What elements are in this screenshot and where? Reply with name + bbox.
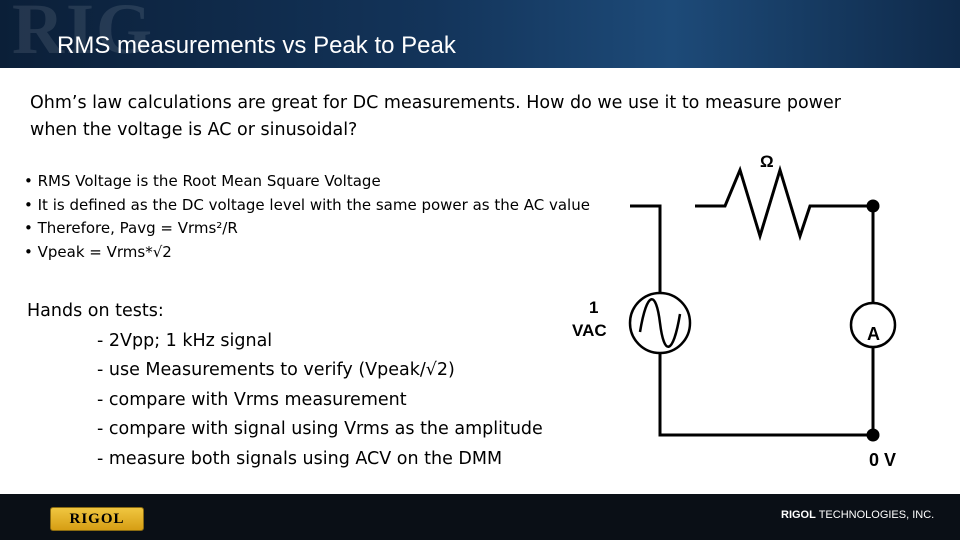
- ground-label: 0 V: [869, 450, 897, 470]
- intro-paragraph: [30, 90, 940, 144]
- title-banner: [0, 0, 960, 68]
- bullet-list: [24, 170, 644, 264]
- source-label-unit: VAC: [572, 321, 607, 340]
- intro-line-1: Ohm’s law calculations are great for DC measurements. How do we use it to measure power: [30, 93, 841, 113]
- hands-on-item: - compare with Vrms measurement: [97, 389, 407, 410]
- hands-on-item: - use Measurements to verify (Vpeak/√2): [97, 360, 455, 380]
- ammeter-label: A: [867, 324, 880, 344]
- bullet-item: • Vpeak = Vrms*√2: [24, 242, 172, 261]
- bullet-item: • RMS Voltage is the Root Mean Square Voltage: [24, 172, 381, 190]
- circuit-diagram: [560, 140, 900, 475]
- hands-on-item: - measure both signals using ACV on the DMM: [97, 448, 503, 469]
- node-dot: [867, 429, 880, 442]
- hands-on-heading: Hands on tests:: [27, 301, 164, 321]
- rigol-logo: RIGOL: [50, 507, 144, 531]
- hands-on-item: - 2Vpp; 1 kHz signal: [97, 330, 273, 351]
- bullet-item: • It is defined as the DC voltage level with the same power as the AC value: [24, 195, 590, 214]
- footer-bar: [0, 494, 960, 540]
- wire-left: [630, 206, 660, 293]
- company-name: [781, 509, 934, 521]
- resistor-symbol: [695, 170, 873, 236]
- banner-watermark: RIG: [12, 0, 155, 68]
- source-label-number: 1: [589, 298, 599, 317]
- node-dot: [867, 200, 880, 213]
- bullet-item: • Therefore, Pavg = Vrms²/R: [24, 219, 238, 237]
- wire-left-lower: [660, 353, 873, 435]
- resistor-label: Ω: [760, 152, 774, 171]
- intro-line-2: when the voltage is AC or sinusoidal?: [30, 120, 358, 140]
- company-name-rest: TECHNOLOGIES, INC.: [815, 509, 935, 521]
- company-name-bold: RIGOL: [781, 509, 816, 521]
- slide-title: RMS measurements vs Peak to Peak: [57, 32, 456, 59]
- hands-on-tests: [27, 297, 627, 474]
- hands-on-item: - compare with signal using Vrms as the amplitude: [97, 419, 543, 439]
